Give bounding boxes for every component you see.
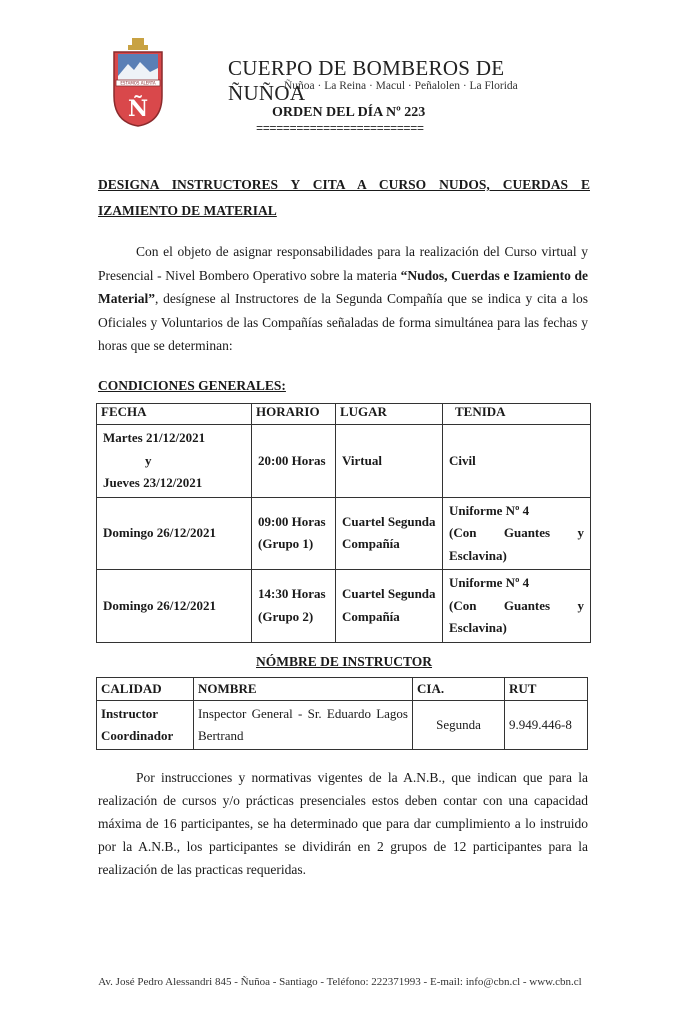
lugar-line1: Cuartel Segunda bbox=[342, 513, 436, 529]
cell-cia: Segunda bbox=[413, 701, 505, 750]
instructor-section-title: NÓMBRE DE INSTRUCTOR bbox=[256, 654, 433, 669]
col-header-rut: RUT bbox=[505, 678, 588, 701]
closing-paragraph: Por instrucciones y normativas vigentes de la A.N.B., que indican que para la realización de cursos y/o prácticas presenciales estos deben contar con una capacidad máxima de 16 participantes, se ha determinado que para dar cumplimiento a lo instruido por la A.N.B., los participantes se dividirán en 2 grupos de 12 participantes para la realización de las practicas requeridas. bbox=[98, 770, 588, 877]
table-row bbox=[97, 425, 591, 498]
order-of-the-day-title: ORDEN DEL DÍA Nº 223 bbox=[272, 105, 426, 120]
tenida-line3: Esclavina) bbox=[449, 620, 507, 635]
horario-time: 14:30 Horas bbox=[258, 586, 326, 602]
fecha-end: Jueves 23/12/2021 bbox=[103, 475, 203, 490]
col-header-nombre: NOMBRE bbox=[194, 678, 413, 701]
tenida-line1: Uniforme Nº 4 bbox=[449, 502, 530, 518]
general-conditions-title: CONDICIONES GENERALES: bbox=[98, 378, 286, 393]
cell-tenida: Civil bbox=[443, 425, 591, 498]
cell-nombre: Inspector General - Sr. Eduardo Lagos Bertrand bbox=[194, 701, 413, 750]
calidad-line1: Instructor bbox=[101, 706, 159, 721]
cell-fecha: Domingo 26/12/2021 bbox=[97, 497, 252, 570]
col-header-tenida: TENIDA bbox=[443, 404, 591, 425]
cell-rut: 9.949.446-8 bbox=[505, 701, 588, 750]
cell-tenida bbox=[443, 570, 591, 643]
lugar-line2: Compañía bbox=[342, 608, 400, 624]
cell-fecha bbox=[97, 425, 252, 498]
horario-group: (Grupo 2) bbox=[258, 608, 314, 624]
table-row bbox=[97, 570, 591, 643]
order-title-rule: ========================= bbox=[256, 122, 424, 136]
calidad-line2: Coordinador bbox=[101, 728, 174, 743]
tenida-word: y bbox=[577, 597, 584, 613]
document-heading: DESIGNA INSTRUCTORES Y CITA A CURSO NUDOS, CUERDAS E IZAMIENTO DE MATERIAL bbox=[98, 177, 590, 218]
table-row bbox=[97, 701, 588, 750]
footer-contact: Av. José Pedro Alessandri 845 - Ñuñoa - Santiago - Teléfono: 222371993 - E-mail: info@cbn.cl - www.cbn.cl bbox=[98, 976, 582, 988]
intro-subject: “Nudos, Cuerdas e Izamiento de Material” bbox=[98, 267, 588, 306]
fecha-join: y bbox=[145, 452, 152, 468]
table-row bbox=[97, 497, 591, 570]
cell-tenida bbox=[443, 497, 591, 570]
organization-name: CUERPO DE BOMBEROS DE ÑUÑOA bbox=[228, 56, 505, 105]
lugar-line2: Compañía bbox=[342, 536, 400, 552]
fecha-start: Martes 21/12/2021 bbox=[103, 430, 206, 445]
tenida-line2 bbox=[449, 595, 584, 618]
col-header-fecha: FECHA bbox=[97, 404, 252, 425]
cell-horario: 20:00 Horas bbox=[252, 425, 336, 498]
general-conditions-table bbox=[96, 403, 591, 643]
table-header-row bbox=[97, 678, 588, 701]
tenida-word: (Con bbox=[449, 597, 477, 613]
instructor-table bbox=[96, 677, 588, 750]
cell-lugar bbox=[336, 497, 443, 570]
svg-text:Ñ: Ñ bbox=[127, 96, 149, 122]
cell-horario bbox=[252, 570, 336, 643]
tenida-word: Guantes bbox=[503, 597, 551, 613]
fire-department-crest-logo bbox=[110, 36, 166, 128]
svg-text:ESTAMOS ALERTA: ESTAMOS ALERTA bbox=[120, 80, 156, 86]
horario-time: 09:00 Horas bbox=[258, 513, 326, 529]
cell-horario bbox=[252, 497, 336, 570]
tenida-line2 bbox=[449, 522, 584, 545]
tenida-word: Guantes bbox=[503, 525, 551, 540]
intro-text-2: , desígnese al Instructores de la Segunda Compañía que se indica y cita a los Oficiales y Voluntarios de las Compañías señaladas de forma simultánea para las fechas y horas que se determinan: bbox=[98, 291, 588, 353]
communes-subtitle: Ñuñoa · La Reina · Macul · Peñalolen · La Florida bbox=[284, 80, 518, 92]
col-header-cia: CIA. bbox=[413, 678, 505, 701]
col-header-calidad: CALIDAD bbox=[97, 678, 194, 701]
table-header-row bbox=[97, 404, 591, 425]
crest-crown-icon bbox=[128, 38, 148, 50]
col-header-horario: HORARIO bbox=[252, 404, 336, 425]
tenida-line3: Esclavina) bbox=[449, 547, 507, 563]
tenida-word: (Con bbox=[449, 525, 477, 540]
col-header-lugar: LUGAR bbox=[336, 404, 443, 425]
intro-text-1: Con el objeto de asignar responsabilidades para la realización del Curso virtual y Presencial - Nivel Bombero Operativo sobre la materia bbox=[98, 244, 588, 283]
cell-calidad bbox=[97, 701, 194, 750]
horario-group: (Grupo 1) bbox=[258, 536, 314, 552]
cell-fecha: Domingo 26/12/2021 bbox=[97, 570, 252, 643]
lugar-line1: Cuartel Segunda bbox=[342, 586, 436, 602]
tenida-word: y bbox=[577, 525, 584, 540]
tenida-line1: Uniforme Nº 4 bbox=[449, 575, 530, 590]
cell-lugar bbox=[336, 570, 443, 643]
cell-lugar: Virtual bbox=[336, 425, 443, 498]
intro-paragraph bbox=[98, 240, 588, 358]
